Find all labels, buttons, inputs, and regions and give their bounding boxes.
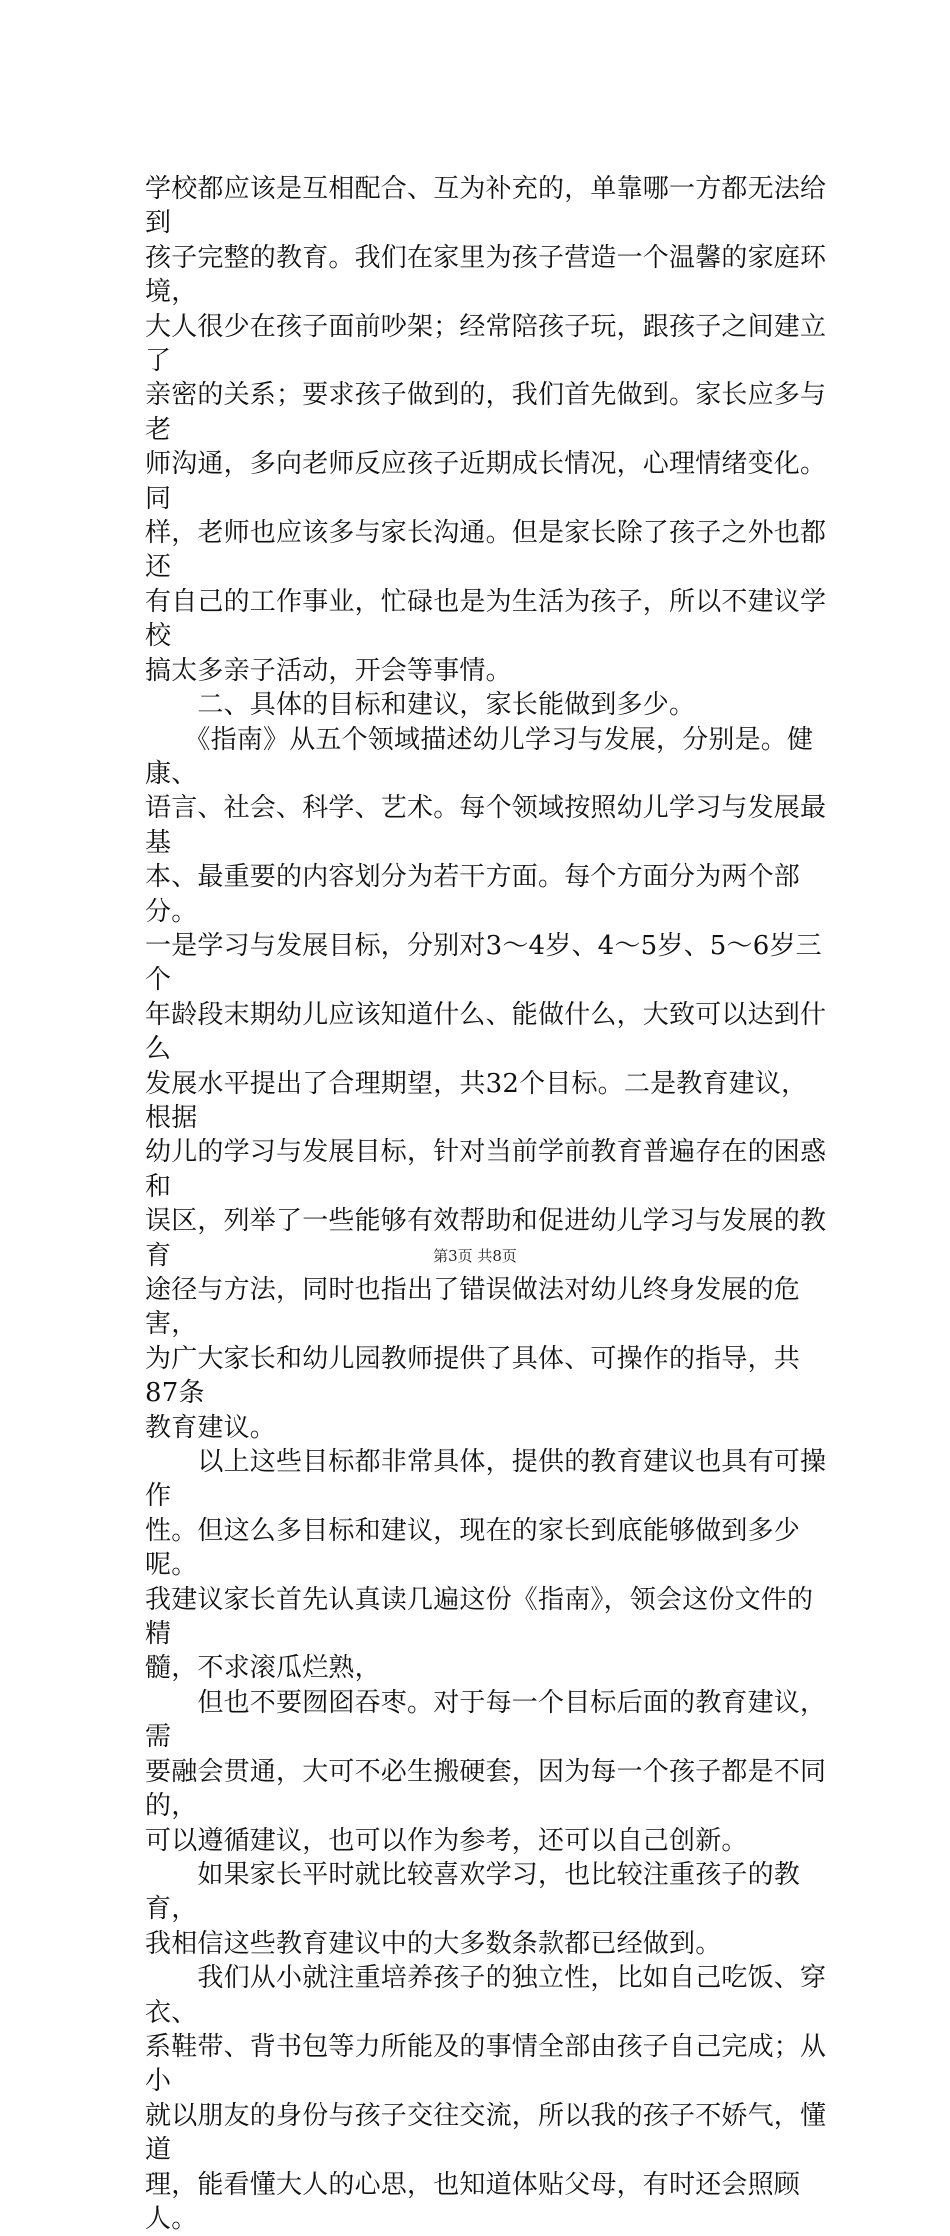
paragraph: 我们从小就注重培养孩子的独立性，比如自己吃饭、穿衣、 系鞋带、背书包等力所能及的事情全部由孩子自己完成；从小 就以朋友的身份与孩子交往交流，所以我的孩子不娇气，懂道 理，能看懂大人的心思，也知道体贴父母，有时还会照顾人。 — [145, 1963, 827, 2234]
paragraph: 以上这些目标都非常具体，提供的教育建议也具有可操作 性。但这么多目标和建议，现在的家长到底能够做到多少呢。 我建议家长首先认真读几遍这份《指南》，领会这份文件的精 髓，不求滚瓜烂熟， — [145, 1447, 827, 1684]
section-heading: 二、具体的目标和建议，家长能做到多少。 — [145, 690, 696, 721]
paragraph: 学校都应该是互相配合、互为补充的，单靠哪一方都无法给到 孩子完整的教育。我们在家里为孩子营造一个温馨的家庭环境， 大人很少在孩子面前吵架；经常陪孩子玩，跟孩子之间建立了 亲密的关系；要求孩子做到的，我们首先做到。家长应多与老 师沟通，多向老师反应孩子近期成长情况，心理情绪变化。同 样，老师也应该多与家长沟通。但是家长除了孩子之外也都还 有自己的工作事业，忙碌也是为生活为孩子，所以不建议学校 搞太多亲子活动，开会等事情。 — [145, 174, 827, 686]
paragraph: 如果家长平时就比较喜欢学习，也比较注重孩子的教育， 我相信这些教育建议中的大多数条款都已经做到。 — [145, 1859, 801, 1959]
paragraph: 《指南》从五个领域描述幼儿学习与发展，分别是。健康、 语言、社会、科学、艺术。每个领域按照幼儿学习与发展最基 本、最重要的内容划分为若干方面。每个方面分为两个部分。 一是学习与发展目标，分别对3～4岁、4～5岁、5～6岁三个 年龄段末期幼儿应该知道什么、能做什么，大致可以达到什么 发展水平提出了合理期望，共32个目标。二是教育建议，根据 幼儿的学习与发展目标，针对当前学前教育普遍存在的困惑和 误区，列举了一些能够有效帮助和促进幼儿学习与发展的教育 途径与方法，同时也指出了错误做法对幼儿终身发展的危害， 为广大家长和幼儿园教师提供了具体、可操作的指导，共87条 教育建议。 — [145, 724, 827, 1443]
document-body — [145, 172, 830, 2236]
page-footer: 第3页 共8页 — [433, 1247, 517, 1265]
paragraph: 但也不要囫囵吞枣。对于每一个目标后面的教育建议，需 要融会贯通，大可不必生搬硬套，因为每一个孩子都是不同的， 可以遵循建议，也可以作为参考，还可以自己创新。 — [145, 1687, 827, 1856]
